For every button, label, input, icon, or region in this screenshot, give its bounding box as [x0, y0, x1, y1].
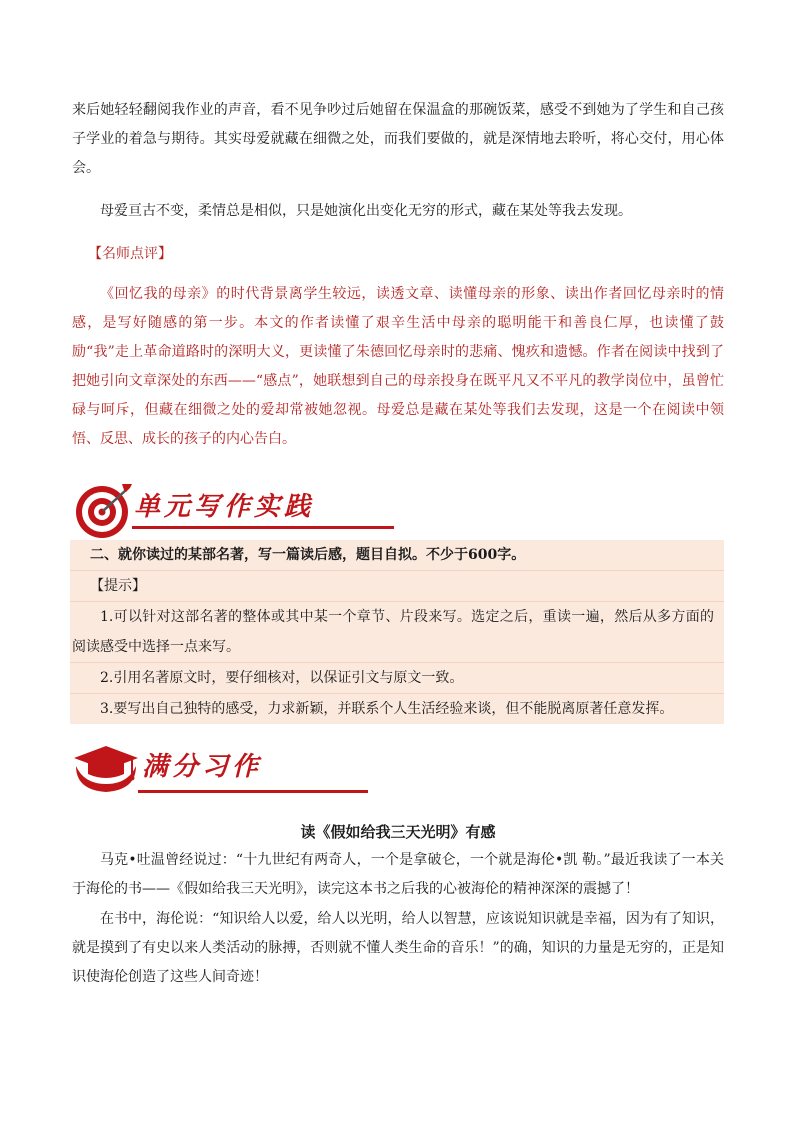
task-prompt: 二、就你读过的某部名著，写一篇读后感，题目自拟。不少于600字。 [90, 547, 526, 563]
essay-title: 读《假如给我三天光明》有感 [300, 823, 496, 841]
tips-label: 【提示】 [90, 578, 146, 594]
tip-2: 2.引用名著原文时，要仔细核对，以保证引文与原文一致。 [100, 670, 464, 686]
essay-paragraph-1: 马克•吐温曾经说过：“十九世纪有两奇人，一个是拿破仑，一个就是海伦•凯 勒。”最近我读了一本关于海伦的书——《假如给我三天光明》，读完这本书之后我的心被海伦的精神深深的震撼了！ [72, 852, 724, 897]
banner-underline [132, 526, 394, 529]
graduation-cap-icon [72, 740, 142, 798]
section-title-writing-practice: 单元写作实践 [134, 492, 315, 522]
task-prompt-row [70, 540, 724, 571]
intro-text [72, 96, 724, 226]
tip-3: 3.要写出自己独特的感受，力求新颖，并联系个人生活经验来谈，但不能脱离原著任意发挥。 [100, 701, 674, 717]
essay-body [72, 846, 724, 992]
banner-underline-2 [138, 790, 368, 793]
paragraph-1: 来后她轻轻翻阅我作业的声音，看不见争吵过后她留在保温盒的那碗饭菜，感受不到她为了学生和自己孩子学业的着急与期待。其实母爱就藏在细微之处，而我们要做的，就是深情地去聆听，将心交付，用心体会。 [72, 102, 724, 176]
section-banner-writing-practice [72, 480, 392, 542]
tips-label-row [70, 571, 724, 602]
tip-1: 1.可以针对这部名著的整体或其中某一个章节、片段来写。选定之后，重读一遍，然后从多方面的阅读感受中选择一点来写。 [72, 609, 714, 655]
tip-row-3 [70, 694, 724, 724]
section-title-model-essay: 满分习作 [142, 752, 263, 782]
tip-row-1 [70, 602, 724, 663]
essay-paragraph-2: 在书中，海伦说：“知识给人以爱，给人以光明，给人以智慧，应该说知识就是幸福，因为有了知识，就是摸到了有史以来人类活动的脉搏，否则就不懂人类生命的音乐！”的确，知识的力量是无穷的，正是知识使海伦创造了这些人间奇迹！ [72, 911, 724, 985]
target-icon [72, 480, 136, 542]
section-banner-model-essay [72, 740, 392, 802]
writing-task-box [70, 540, 724, 724]
teacher-comment [72, 240, 724, 454]
tip-row-2 [70, 663, 724, 694]
comment-text: 《回忆我的母亲》的时代背景离学生较远，读透文章、读懂母亲的形象、读出作者回忆母亲时的情感，是写好随感的第一步。本文的作者读懂了艰辛生活中母亲的聪明能干和善良仁厚，也读懂了鼓励“我”走上革命道路时的深明大义，更读懂了朱德回忆母亲时的悲痛、愧疚和遗憾。作者在阅读中找到了把她引向文章深处的东西——“感点”，她联想到自己的母亲投身在既平凡又不平凡的教学岗位中，虽曾忙碌与呵斥，但藏在细微之处的爱却常被她忽视。母爱总是藏在某处等我们去发现，这是一个在阅读中领悟、反思、成长的孩子的内心告白。 [72, 286, 724, 447]
comment-tag: 【名师点评】 [88, 246, 172, 262]
paragraph-2: 母爱亘古不变，柔情总是相似，只是她演化出变化无穷的形式，藏在某处等我去发现。 [100, 203, 632, 219]
